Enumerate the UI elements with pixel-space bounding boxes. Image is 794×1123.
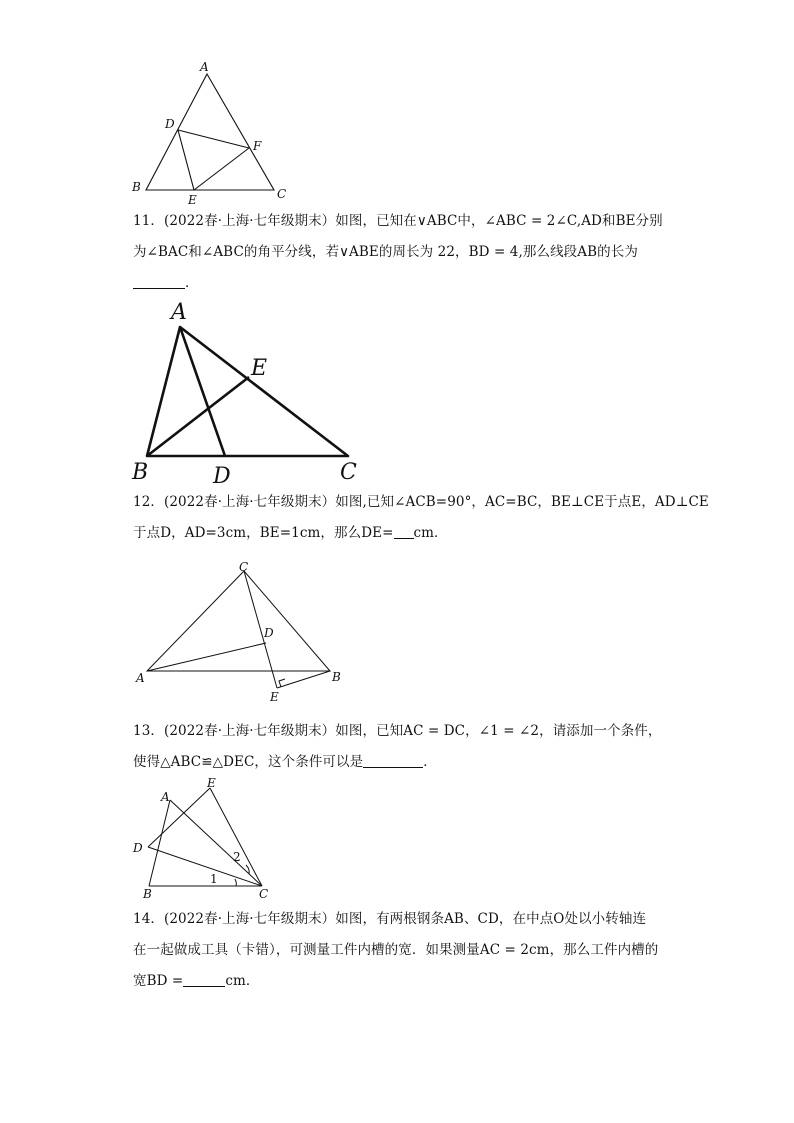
q11-line-1: 11．(2022春·上海·七年级期末）如图，已知在∨ABC中，∠ABC = 2∠C,AD和BE分别 xyxy=(133,213,663,229)
label-b: B xyxy=(332,670,341,684)
answer-blank-q12[interactable] xyxy=(394,524,414,539)
figure-q13-triangles xyxy=(128,775,288,900)
label-a: A xyxy=(136,671,145,685)
label-c: C xyxy=(277,187,287,201)
label-e: E xyxy=(251,356,268,381)
label-b: B xyxy=(132,460,149,485)
angle-label-1: 1 xyxy=(210,872,218,886)
figure-q11-triangle xyxy=(125,295,375,490)
label-d: D xyxy=(133,841,143,855)
label-a: A xyxy=(171,300,187,325)
label-c: C xyxy=(239,560,249,574)
label-e: E xyxy=(270,690,279,704)
answer-blank-q14[interactable] xyxy=(183,972,225,987)
q12-line-1: 12．(2022春·上海·七年级期末）如图,已知∠ACB=90°，AC=BC，BE⊥CE于点E，AD⊥CE xyxy=(133,494,709,510)
label-c: C xyxy=(340,460,357,485)
label-b: B xyxy=(143,887,152,900)
question-13 xyxy=(133,716,673,778)
label-f: F xyxy=(253,139,262,153)
label-a: A xyxy=(200,60,209,74)
answer-blank-q11[interactable] xyxy=(133,274,185,289)
q11-line-2: 为∠BAC和∠ABC的角平分线，若∨ABE的周长为 22，BD = 4,那么线段AB的长为 xyxy=(133,244,638,260)
label-d: D xyxy=(165,117,175,131)
figure-q10-triangle xyxy=(125,58,295,208)
q13-line-2: 使得△ABC≌△DEC，这个条件可以是 ． xyxy=(133,754,437,770)
q12-line-2: 于点D，AD=3cm，BE=1cm，那么DE= cm． xyxy=(133,525,448,541)
label-e: E xyxy=(188,193,197,207)
angle-label-2: 2 xyxy=(233,850,241,864)
q14-line-2: 在一起做成工具（卡错），可测量工件内槽的宽．如果测量AC = 2cm，那么工件内槽的 xyxy=(133,942,659,958)
q13-line-1: 13．(2022春·上海·七年级期末）如图，已知AC = DC，∠1 = ∠2，请添加一个条件， xyxy=(133,723,662,739)
label-e: E xyxy=(207,776,216,790)
question-14 xyxy=(133,904,673,997)
label-d: D xyxy=(264,626,274,640)
q14-line-1: 14．(2022春·上海·七年级期末）如图，有两根钢条AB、CD，在中点O处以小转轴连 xyxy=(133,911,647,927)
figure-q12-triangle xyxy=(130,558,360,708)
answer-blank-q13[interactable] xyxy=(363,753,423,768)
label-a: A xyxy=(161,790,170,804)
question-12 xyxy=(133,487,709,549)
q11-line-3: ． xyxy=(133,268,673,299)
label-d: D xyxy=(213,464,231,489)
label-c: C xyxy=(259,887,269,900)
label-b: B xyxy=(132,180,141,194)
question-11 xyxy=(133,206,673,299)
q14-line-3: 宽BD = cm． xyxy=(133,973,260,989)
